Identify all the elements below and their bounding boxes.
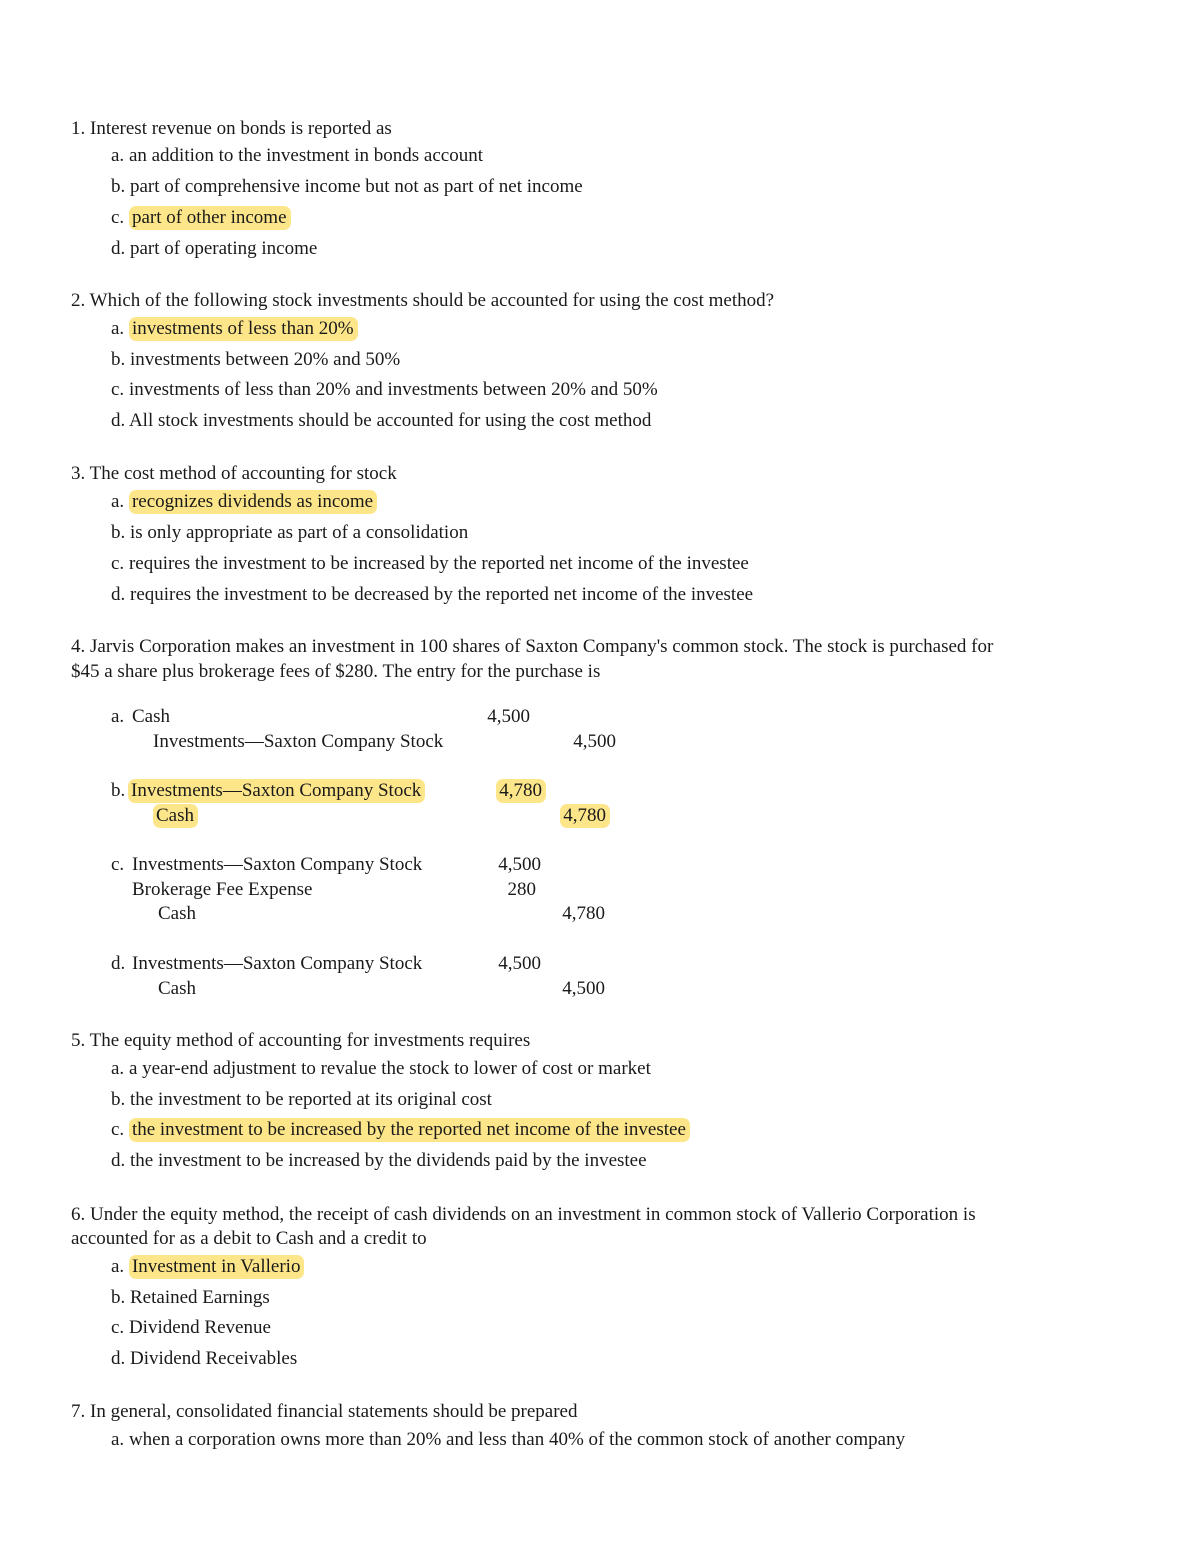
debit-amount: 4,500 [498,953,541,974]
answer-option-b: b. is only appropriate as part of a consolidation [111,522,469,543]
credit-amount [560,805,610,827]
highlighted-answer: recognizes dividends as income [129,490,377,514]
highlighted-answer: part of other income [129,206,291,230]
debit-amount: 4,500 [487,706,530,727]
highlighted-answer: Investment in Vallerio [129,1255,305,1279]
answer-option-c: c. investments of less than 20% and investments between 20% and 50% [111,379,658,400]
answer-option-d: d. the investment to be increased by the dividends paid by the investee [111,1150,647,1171]
answer-option-d: d. All stock investments should be accounted for using the cost method [111,410,652,431]
answer-option-d: d. Dividend Receivables [111,1348,298,1369]
answer-option-b: b. investments between 20% and 50% [111,349,401,370]
answer-option-a: a. Investment in Vallerio [111,1256,304,1278]
entry-letter: c. [111,854,125,875]
account-name: Cash [158,978,196,999]
entry-letter: a. [111,706,125,727]
credit-amount: 4,500 [573,731,616,752]
credit-amount: 4,780 [562,903,605,924]
answer-option-a: a. investments of less than 20% [111,318,358,340]
answer-option-c: c. Dividend Revenue [111,1317,271,1338]
answer-option-b: b. Retained Earnings [111,1287,270,1308]
answer-option-c: c. part of other income [111,207,291,229]
account-name: Investments—Saxton Company Stock [153,731,444,752]
highlighted-answer: Cash [153,804,198,828]
answer-option-c: c. the investment to be increased by the reported net income of the investee [111,1119,690,1141]
answer-option-d: d. part of operating income [111,238,318,259]
highlighted-answer: Investments—Saxton Company Stock [128,779,425,803]
highlighted-answer: 4,780 [560,804,610,828]
answer-option-d: d. requires the investment to be decreased by the reported net income of the investee [111,584,754,605]
entry-letter: d. [111,953,126,974]
account-name: Brokerage Fee Expense [132,879,313,900]
question-stem-line-2: $45 a share plus brokerage fees of $280. The entry for the purchase is [71,661,601,682]
answer-option-a: a. a year-end adjustment to revalue the stock to lower of cost or market [111,1058,651,1079]
highlighted-answer: investments of less than 20% [129,317,358,341]
question-stem: 2. Which of the following stock investments should be accounted for using the cost method? [71,290,775,311]
question-stem: 5. The equity method of accounting for investments requires [71,1030,531,1051]
debit-amount [496,780,546,802]
question-stem-line-1: 6. Under the equity method, the receipt of cash dividends on an investment in common stock of Vallerio Corporation is [71,1204,976,1225]
debit-amount: 4,500 [498,854,541,875]
answer-option-b: b. the investment to be reported at its original cost [111,1089,492,1110]
answer-option-a: a. recognizes dividends as income [111,491,377,513]
question-stem: 7. In general, consolidated financial statements should be prepared [71,1401,578,1422]
answer-option-a: a. an addition to the investment in bonds account [111,145,484,166]
account-name: Cash [132,706,170,727]
account-name: Investments—Saxton Company Stock [132,854,423,875]
answer-option-a: a. when a corporation owns more than 20% and less than 40% of the common stock of another company [111,1429,906,1450]
highlighted-answer: 4,780 [496,779,546,803]
question-stem: 1. Interest revenue on bonds is reported as [71,118,392,139]
question-stem-line-2: accounted for as a debit to Cash and a credit to [71,1228,427,1249]
debit-amount: 280 [507,879,536,900]
account-name [128,780,425,802]
account-name: Cash [158,903,196,924]
account-name [153,805,198,827]
credit-amount: 4,500 [562,978,605,999]
highlighted-answer: the investment to be increased by the reported net income of the investee [129,1118,690,1142]
answer-option-c: c. requires the investment to be increased by the reported net income of the investee [111,553,749,574]
account-name: Investments—Saxton Company Stock [132,953,423,974]
answer-option-b: b. part of comprehensive income but not as part of net income [111,176,583,197]
question-stem-line-1: 4. Jarvis Corporation makes an investment in 100 shares of Saxton Company's common stock. The stock is purchased for [71,636,994,657]
entry-letter: b. [111,780,126,801]
question-stem: 3. The cost method of accounting for stock [71,463,397,484]
